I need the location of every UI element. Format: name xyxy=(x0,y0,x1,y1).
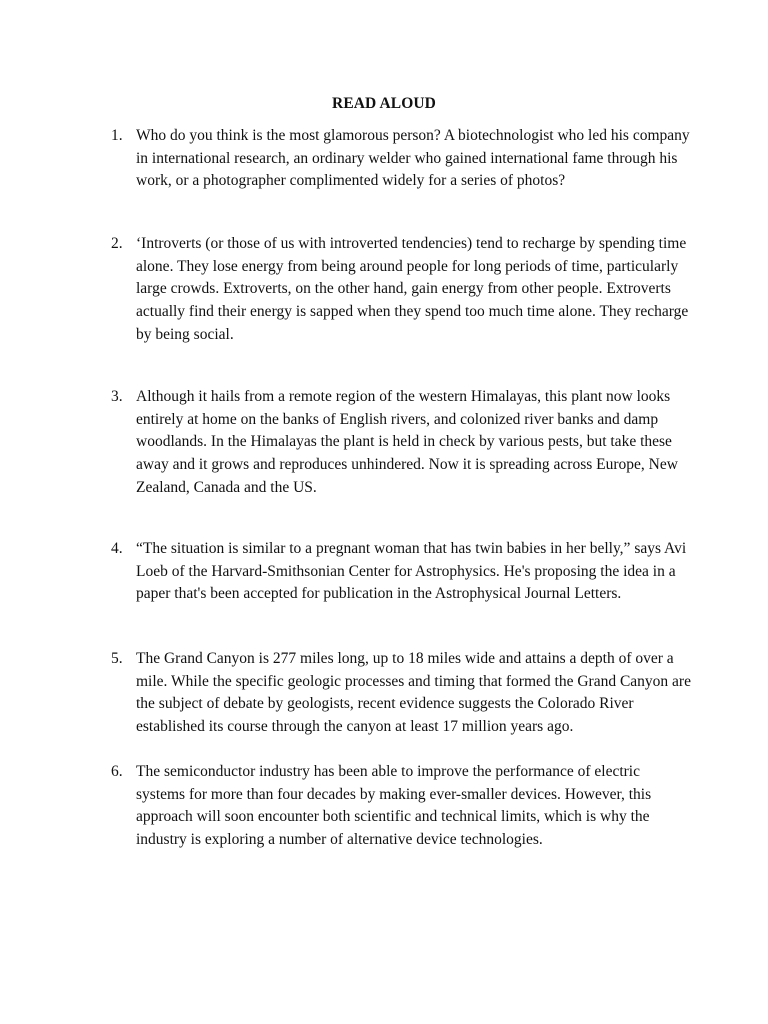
item-number: 2. xyxy=(111,235,123,252)
item-number: 4. xyxy=(111,540,123,557)
item-text: Who do you think is the most glamorous person? A biotechnologist who led his company in international research, an ordinary welder who gained international fame through his work, or a photographer complimented widely for a series of photos? xyxy=(136,127,690,190)
item-text: The Grand Canyon is 277 miles long, up to 18 miles wide and attains a depth of over a mile. While the specific geologic processes and timing that formed the Grand Canyon are the subject of debate by geologists, recent evidence suggests the Colorado River established its course through the canyon at least 17 million years ago. xyxy=(136,650,691,736)
page-title: READ ALOUD xyxy=(332,95,436,112)
list-item xyxy=(111,233,691,347)
item-text: “The situation is similar to a pregnant woman that has twin babies in her belly,” says Avi Loeb of the Harvard-Smithsonian Center for Astrophysics. He's proposing the idea in a paper that's been accepted for publication in the Astrophysical Journal Letters. xyxy=(136,540,687,603)
item-number: 6. xyxy=(111,763,123,780)
list-item xyxy=(111,538,691,606)
item-text: Although it hails from a remote region of the western Himalayas, this plant now looks entirely at home on the banks of English rivers, and colonized river banks and damp woodlands. In the Himalayas the plant is held in check by various pests, but take these away and it grows and reproduces unhindered. Now it is spreading across Europe, New Zealand, Canada and the US. xyxy=(136,388,678,496)
list-item xyxy=(111,386,691,500)
item-number: 5. xyxy=(111,650,123,667)
list-item xyxy=(111,761,691,852)
list-item xyxy=(111,648,691,739)
item-text: The semiconductor industry has been able to improve the performance of electric systems for more than four decades by making ever-smaller devices. However, this approach will soon encounter both scientific and technical limits, which is why the industry is exploring a number of alternative device technologies. xyxy=(136,763,652,849)
item-text: ‘Introverts (or those of us with introverted tendencies) tend to recharge by spending time alone. They lose energy from being around people for long periods of time, particularly large crowds. Extroverts, on the other hand, gain energy from other people. Extroverts actually find their energy is sapped when they spend too much time alone. They recharge by being social. xyxy=(136,235,689,343)
list-item xyxy=(111,125,691,193)
item-number: 1. xyxy=(111,127,123,144)
item-number: 3. xyxy=(111,388,123,405)
